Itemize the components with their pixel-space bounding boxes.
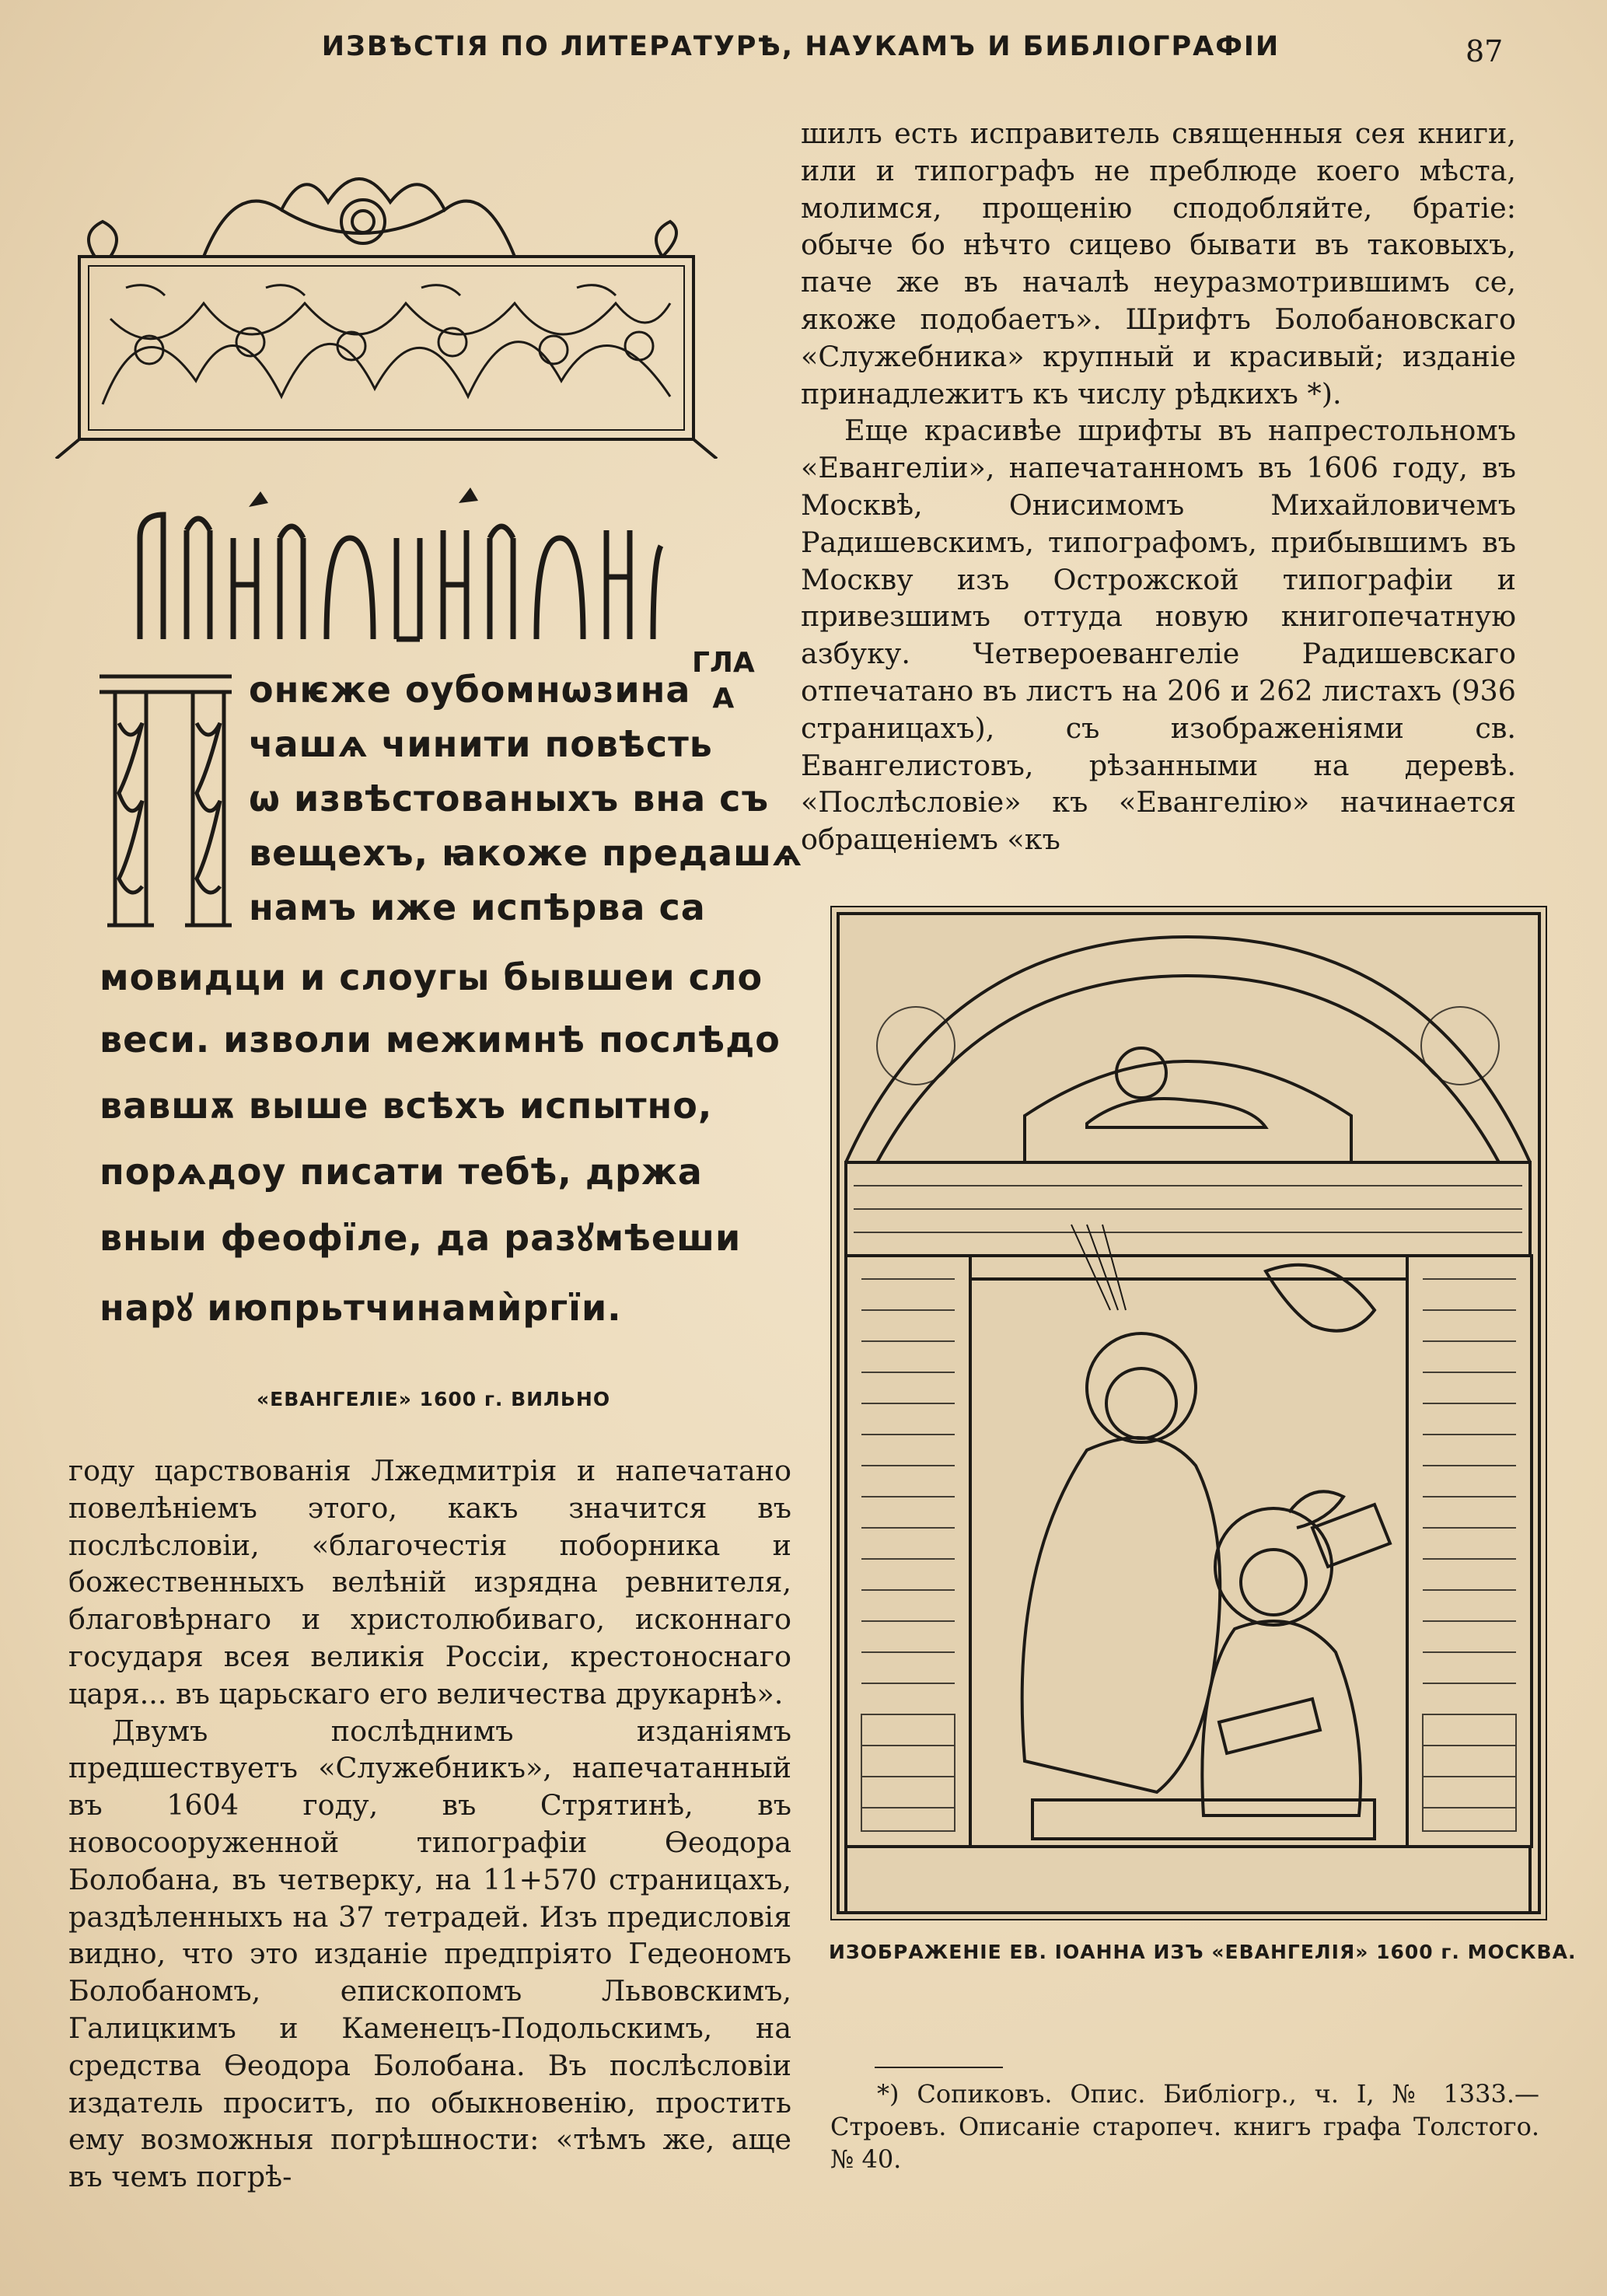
- slavonic-title-ligature: [124, 484, 669, 670]
- slavonic-line: нарꙋ июпрьтчинамѝргїи.: [100, 1287, 622, 1329]
- paragraph: шилъ есть исправитель священныя сея книги, или и типографъ не преблюде коего мѣста, молимся, прощенію сподобляйте, братіе: обыче бо нѣчто сицево бывати въ таковыхъ, паче же въ началѣ неуразмотрившимъ се, якоже подобаетъ». Шрифтъ Болобановскаго «Служебника» крупный и красивый; изданіе принадлежитъ къ числу рѣдкихъ *).: [801, 117, 1516, 411]
- slavonic-line: намъ иже испѣрва са: [249, 886, 706, 928]
- footnote: [830, 2078, 1539, 2175]
- slavonic-line: веси. изволи межимнѣ послѣдо: [100, 1019, 781, 1061]
- paragraph: Еще красивѣе шрифты въ напрестольномъ «Евангеліи», напечатанномъ въ 1606 году, въ Москвѣ, Онисимомъ Михайловичемъ Радишевскимъ, типографомъ, прибывшимъ въ Москву изъ Острожской типографіи и привезшимъ оттуда новую книгопечатную азбуку. Четвероевангеліе Радишевскаго отпечатано въ листъ на 206 и 262 листахъ (936 страницахъ), съ изображеніями св. Евангелистовъ, рѣзанными на деревѣ. «Послѣсловіе» къ «Евангелію» начинается обращеніемъ «къ: [801, 414, 1516, 857]
- marginal-note: [692, 645, 755, 717]
- paragraph: Двумъ послѣднимъ изданіямъ предшествуетъ «Служебникъ», напечатанный въ 1604 году, въ Стрятинѣ, въ новосооруженной типографіи Ѳеодора Болобана, въ четверку, на 11+570 страницахъ, раздѣленныхъ на 37 тетрадей. Изъ предисловія видно, что это изданіе предпріято Гедеономъ Болобаномъ, епископомъ Львовскимъ, Галицкимъ и Каменецъ-Подольскимъ, на средства Ѳеодора Болобана. Въ послѣсловіи издатель проситъ, по обыкновенію, простить ему возможныя погрѣшности: «тѣмъ же, аще въ чемъ погрѣ-: [68, 1714, 791, 2194]
- slavonic-line: вныи феофїле, да разꙋмѣеши: [100, 1217, 742, 1259]
- slavonic-line: вещехъ, ꙗкоже предашѧ: [249, 832, 803, 874]
- paragraph: году царствованія Лжедмитрія и напечатано повелѣніемъ этого, какъ значится въ послѣсловіи, «благочестія поборника и божественныхъ велѣній изрядна ревнителя, благовѣрнаго и христолюбиваго, исконнаго государя всея великія Россіи, крестоноснаго царя... въ царьскаго его величества друкарнѣ».: [68, 1454, 791, 1711]
- ornamental-headpiece: [48, 148, 725, 459]
- right-column-text: [801, 115, 1516, 858]
- specimen-caption: «ЕВАНГЕЛІЕ» 1600 г. ВИЛЬНО: [257, 1388, 611, 1410]
- footnote-text: *) Сопиковъ. Опис. Библіогр., ч. I, № 1333.— Строевъ. Описаніе старопеч. книгъ графа Толстого. № 40.: [830, 2079, 1539, 2174]
- woodcut-caption: ИЗОБРАЖЕНІЕ ЕВ. ІОАННА ИЗЪ «ЕВАНГЕЛІЯ» 1600 г. МОСКВА.: [829, 1941, 1577, 1963]
- slavonic-line: вавшѫ выше всѣхъ испытно,: [100, 1085, 713, 1127]
- woodcut-illustration-evangelist-john: [830, 906, 1547, 1920]
- slavonic-line: порѧдоу писати тебѣ, држа: [100, 1151, 703, 1193]
- slavonic-line: онѥже оубомнѡзинa: [249, 669, 691, 711]
- left-column-text: [68, 1452, 791, 2196]
- marginal-note-bottom: А: [712, 683, 735, 715]
- slavonic-line: чашѧ чинити повѣсть: [249, 723, 713, 765]
- slavonic-line: ѡ извѣстованыхъ вна съ: [249, 778, 770, 820]
- running-head: ИЗВѢСТІЯ ПО ЛИТЕРАТУРѢ, НАУКАМЪ И БИБЛІОГРАФІИ: [321, 31, 1280, 62]
- slavonic-line: мовидци и слоугы бывшеи сло: [100, 956, 763, 998]
- page-number: 87: [1466, 34, 1504, 68]
- marginal-note-top: ГЛА: [692, 647, 755, 679]
- footnote-rule: [875, 2067, 1003, 2068]
- ornamental-initial-letter: [92, 661, 239, 941]
